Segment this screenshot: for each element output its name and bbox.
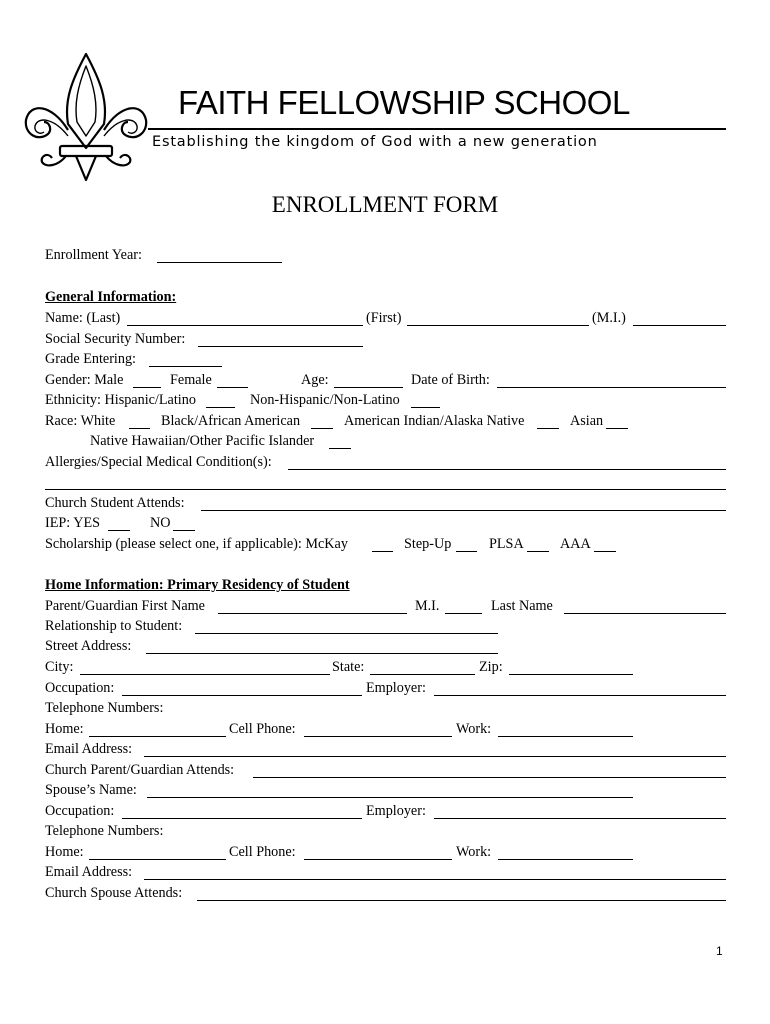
email-label: Email Address:	[45, 741, 133, 757]
spouse-name-label: Spouse’s Name:	[45, 782, 137, 798]
ssn-field[interactable]	[198, 346, 363, 347]
race-asian-label: Asian	[570, 413, 604, 429]
church-field[interactable]	[201, 510, 726, 511]
spouse-occupation-field[interactable]	[122, 818, 362, 819]
name-mi-label: (M.I.)	[592, 310, 626, 326]
spouse-occupation-label: Occupation:	[45, 803, 115, 819]
school-name: FAITH FELLOWSHIP SCHOOL	[178, 84, 630, 121]
ethnicity-non-hispanic-label: Non-Hispanic/Non-Latino	[250, 392, 400, 408]
race-native-label: American Indian/Alaska Native	[344, 413, 525, 429]
scholarship-stepup-field[interactable]	[456, 551, 477, 552]
allergies-field-2[interactable]	[45, 489, 726, 490]
occupation-label: Occupation:	[45, 680, 115, 696]
scholarship-plsa-label: PLSA	[489, 536, 524, 552]
spouse-work-phone-label: Work:	[456, 844, 492, 860]
parent-last-field[interactable]	[564, 613, 726, 614]
spouse-home-phone-field[interactable]	[89, 859, 226, 860]
tagline: Establishing the kingdom of God with a new generation	[152, 134, 598, 150]
spouse-employer-field[interactable]	[434, 818, 726, 819]
state-label: State:	[332, 659, 365, 675]
work-phone-field[interactable]	[498, 736, 633, 737]
church-label: Church Student Attends:	[45, 495, 185, 511]
occupation-field[interactable]	[122, 695, 362, 696]
form-title: ENROLLMENT FORM	[271, 192, 499, 217]
zip-field[interactable]	[509, 674, 633, 675]
gender-male-field[interactable]	[133, 387, 161, 388]
header-divider	[148, 128, 726, 130]
ssn-label: Social Security Number:	[45, 331, 186, 347]
spouse-employer-label: Employer:	[366, 803, 426, 819]
relationship-label: Relationship to Student:	[45, 618, 183, 634]
city-label: City:	[45, 659, 74, 675]
page-number: 1	[716, 944, 723, 958]
spouse-email-label: Email Address:	[45, 864, 133, 880]
race-native-field[interactable]	[537, 428, 559, 429]
gender-male-label: Gender: Male	[45, 372, 124, 388]
iep-no-label: NO	[150, 515, 171, 531]
race-white-label: Race: White	[45, 413, 116, 429]
state-field[interactable]	[370, 674, 475, 675]
spouse-name-field[interactable]	[147, 797, 633, 798]
scholarship-stepup-label: Step-Up	[404, 536, 452, 552]
race-asian-field[interactable]	[606, 428, 628, 429]
grade-label: Grade Entering:	[45, 351, 136, 367]
race-pacific-field[interactable]	[329, 448, 351, 449]
gender-female-label: Female	[170, 372, 212, 388]
ethnicity-non-hispanic-field[interactable]	[411, 407, 440, 408]
zip-label: Zip:	[479, 659, 503, 675]
age-field[interactable]	[334, 387, 403, 388]
parent-first-label: Parent/Guardian First Name	[45, 598, 205, 614]
spouse-church-field[interactable]	[197, 900, 726, 901]
street-field[interactable]	[146, 653, 498, 654]
scholarship-mckay-label: Scholarship (please select one, if applicable): McKay	[45, 536, 348, 552]
scholarship-aaa-label: AAA	[560, 536, 591, 552]
grade-field[interactable]	[149, 366, 222, 367]
cell-phone-label: Cell Phone:	[229, 721, 296, 737]
iep-no-field[interactable]	[173, 530, 195, 531]
scholarship-mckay-field[interactable]	[372, 551, 393, 552]
spouse-cell-phone-field[interactable]	[304, 859, 452, 860]
cell-phone-field[interactable]	[304, 736, 452, 737]
church-parent-field[interactable]	[253, 777, 726, 778]
dob-field[interactable]	[497, 387, 726, 388]
parent-mi-field[interactable]	[445, 613, 482, 614]
work-phone-label: Work:	[456, 721, 492, 737]
spouse-home-phone-label: Home:	[45, 844, 84, 860]
ethnicity-hispanic-label: Ethnicity: Hispanic/Latino	[45, 392, 196, 408]
race-black-field[interactable]	[311, 428, 333, 429]
home-phone-field[interactable]	[89, 736, 226, 737]
iep-yes-field[interactable]	[108, 530, 130, 531]
gender-female-field[interactable]	[217, 387, 248, 388]
relationship-field[interactable]	[195, 633, 498, 634]
race-white-field[interactable]	[129, 428, 150, 429]
spouse-email-field[interactable]	[144, 879, 726, 880]
enrollment-year-field[interactable]	[157, 262, 282, 263]
spouse-cell-phone-label: Cell Phone:	[229, 844, 296, 860]
church-parent-label: Church Parent/Guardian Attends:	[45, 762, 235, 778]
home-info-heading: Home Information: Primary Residency of Student	[45, 577, 350, 593]
name-last-label: Name: (Last)	[45, 310, 121, 326]
scholarship-plsa-field[interactable]	[527, 551, 549, 552]
allergies-field[interactable]	[288, 469, 726, 470]
street-label: Street Address:	[45, 638, 132, 654]
telephone-label: Telephone Numbers:	[45, 700, 164, 716]
parent-mi-label: M.I.	[415, 598, 440, 614]
name-first-field[interactable]	[407, 325, 589, 326]
parent-first-field[interactable]	[218, 613, 407, 614]
city-field[interactable]	[80, 674, 330, 675]
race-pacific-label: Native Hawaiian/Other Pacific Islander	[90, 433, 315, 449]
dob-label: Date of Birth:	[411, 372, 490, 388]
fleur-de-lis-icon	[22, 52, 152, 184]
spouse-telephone-label: Telephone Numbers:	[45, 823, 164, 839]
name-first-label: (First)	[366, 310, 402, 326]
parent-last-label: Last Name	[491, 598, 553, 614]
name-mi-field[interactable]	[633, 325, 726, 326]
enrollment-year-label: Enrollment Year:	[45, 247, 142, 263]
spouse-church-label: Church Spouse Attends:	[45, 885, 183, 901]
ethnicity-hispanic-field[interactable]	[206, 407, 235, 408]
scholarship-aaa-field[interactable]	[594, 551, 616, 552]
spouse-work-phone-field[interactable]	[498, 859, 633, 860]
employer-label: Employer:	[366, 680, 426, 696]
iep-yes-label: IEP: YES	[45, 515, 101, 531]
general-info-heading: General Information:	[45, 289, 177, 305]
allergies-label: Allergies/Special Medical Condition(s):	[45, 454, 272, 470]
home-phone-label: Home:	[45, 721, 84, 737]
employer-field[interactable]	[434, 695, 726, 696]
age-label: Age:	[301, 372, 329, 388]
email-field[interactable]	[144, 756, 726, 757]
race-black-label: Black/African American	[161, 413, 301, 429]
name-last-field[interactable]	[127, 325, 363, 326]
